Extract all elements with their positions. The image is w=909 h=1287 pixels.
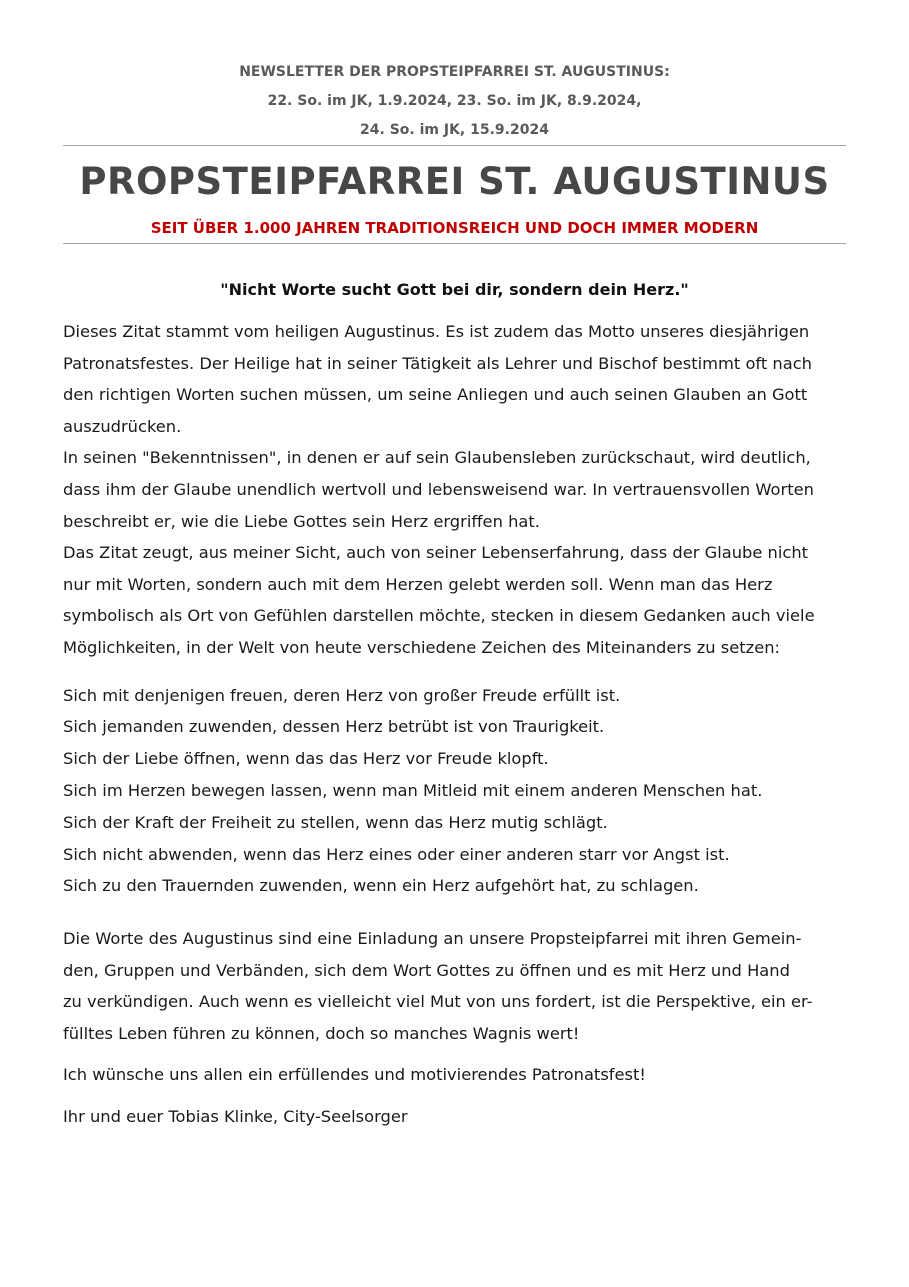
text-line: den richtigen Worten suchen müssen, um seine Anliegen und auch seinen Glauben an Gott xyxy=(63,385,808,405)
quote-heading: "Nicht Worte sucht Gott bei dir, sondern dein Herz." xyxy=(220,280,689,299)
text-line: Die Worte des Augustinus sind eine Einladung an unsere Propsteipfarrei mit ihren Gemein- xyxy=(63,929,802,949)
divider-bottom xyxy=(63,243,846,244)
text-line: dass ihm der Glaube unendlich wertvoll und lebensweisend war. In vertrauensvollen Worten xyxy=(63,479,814,499)
list-item: Sich jemanden zuwenden, dessen Herz betrübt ist von Traurigkeit. xyxy=(63,717,605,737)
heart-list xyxy=(63,680,846,903)
list-item: Sich mit denjenigen freuen, deren Herz von großer Freude erfüllt ist. xyxy=(63,685,621,705)
list-item: Sich zu den Trauernden zuwenden, wenn ein Herz aufgehört hat, zu schlagen. xyxy=(63,876,699,896)
text-line: Dieses Zitat stammt vom heiligen Augustinus. Es ist zudem das Motto unseres diesjährigen xyxy=(63,322,810,341)
newsletter-header-line: 22. So. im JK, 1.9.2024, 23. So. im JK, 8.9.2024, xyxy=(267,93,642,109)
wish-paragraph: Ich wünsche uns allen ein erfüllendes und motivierendes Patronatsfest! xyxy=(63,1065,646,1085)
newsletter-page xyxy=(63,0,846,1133)
text-line: nur mit Worten, sondern auch mit dem Herzen gelebt werden soll. Wenn man das Herz xyxy=(63,574,773,594)
text-line: beschreibt er, wie die Liebe Gottes sein Herz ergriffen hat. xyxy=(63,511,540,531)
text-line: den, Gruppen und Verbänden, sich dem Wort Gottes zu öffnen und es mit Herz und Hand xyxy=(63,960,790,980)
closing-paragraph xyxy=(63,923,846,1049)
list-item: Sich nicht abwenden, wenn das Herz eines oder einer anderen starr vor Angst ist. xyxy=(63,844,730,864)
newsletter-header-line: NEWSLETTER DER PROPSTEIPFARREI ST. AUGUSTINUS: xyxy=(239,64,670,80)
page-subtitle: SEIT ÜBER 1.000 JAHREN TRADITIONSREICH UND DOCH IMMER MODERN xyxy=(150,219,759,237)
signature: Ihr und euer Tobias Klinke, City-Seelsorger xyxy=(63,1107,408,1127)
divider-top xyxy=(63,145,846,146)
newsletter-header-line: 24. So. im JK, 15.9.2024 xyxy=(360,122,549,138)
text-line: auszudrücken. xyxy=(63,416,182,436)
intro-paragraph xyxy=(63,316,846,664)
text-line: Möglichkeiten, in der Welt von heute verschiedene Zeichen des Miteinanders zu setzen: xyxy=(63,637,781,657)
newsletter-header xyxy=(63,58,846,145)
text-line: Patronatsfestes. Der Heilige hat in seiner Tätigkeit als Lehrer und Bischof bestimmt oft nach xyxy=(63,353,812,373)
text-line: Das Zitat zeugt, aus meiner Sicht, auch von seiner Lebenserfahrung, dass der Glaube nicht xyxy=(63,543,809,563)
text-line: fülltes Leben führen zu können, doch so manches Wagnis wert! xyxy=(63,1023,580,1043)
page-title: PROPSTEIPFARREI ST. AUGUSTINUS xyxy=(79,160,830,203)
text-line: zu verkündigen. Auch wenn es vielleicht viel Mut von uns fordert, ist die Perspektive, ein er- xyxy=(63,992,813,1012)
text-line: In seinen "Bekenntnissen", in denen er auf sein Glaubensleben zurückschaut, wird deutlich, xyxy=(63,448,811,468)
list-item: Sich der Kraft der Freiheit zu stellen, wenn das Herz mutig schlägt. xyxy=(63,812,608,832)
list-item: Sich der Liebe öffnen, wenn das das Herz vor Freude klopft. xyxy=(63,749,549,769)
list-item: Sich im Herzen bewegen lassen, wenn man Mitleid mit einem anderen Menschen hat. xyxy=(63,780,763,800)
text-line: symbolisch als Ort von Gefühlen darstellen möchte, stecken in diesem Gedanken auch viele xyxy=(63,606,815,626)
